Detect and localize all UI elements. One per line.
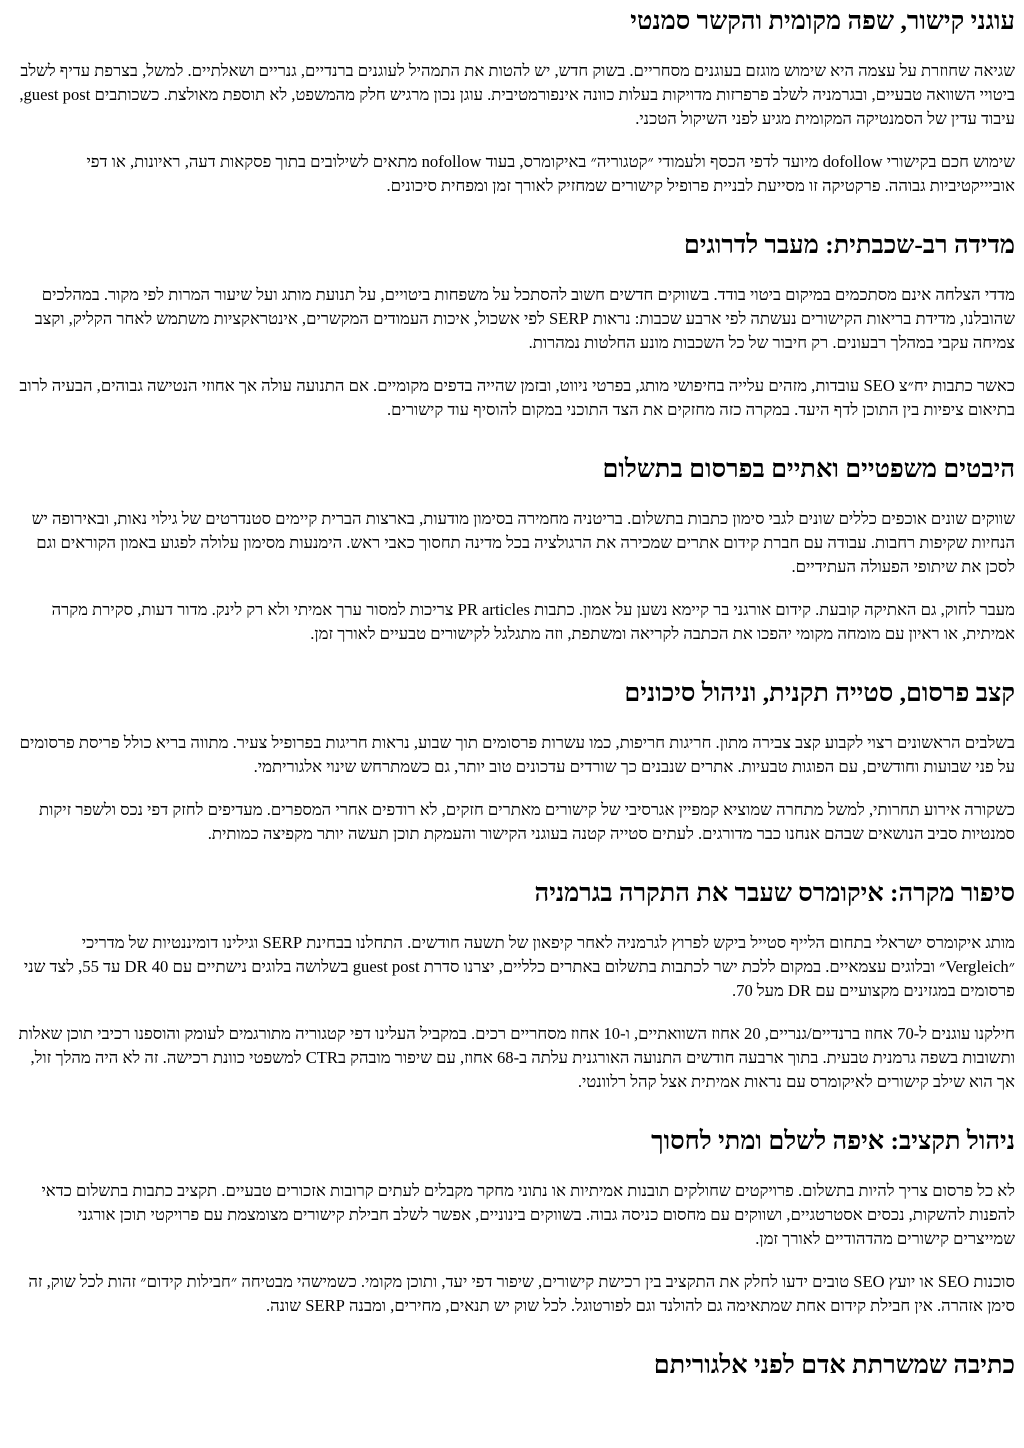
section-4-paragraph-2: כשקורה אירוע תחרותי, למשל מתחרה שמוציא קמפיין אגרסיבי של קישורים מאתרים חזקים, לא רודפים אחרי המספרים. מעדיפים לחזק דפי נכס ולשפר זיקות סמנטיות סביב הנושאים שבהם אנחנו כבר מדורגים. לעתים סטייה קטנה בעוגני הקישור והעמקת תוכן תעשה יותר מקפיצה כמותית.: [38, 800, 1015, 843]
section-6-heading: ניהול תקציב: איפה לשלם ומתי לחסוך: [651, 1126, 1015, 1155]
section-6-paragraph-2: סוכנות SEO או יועץ SEO טובים ידעו לחלק את התקציב בין רכישת קישורים, שיפור דפי יעד, ותוכן מקומי. כשמישהי מבטיחה ״חבילות קידום״ זהות לכל שוק, זה סימן אזהרה. אין חבילת קידום אחת שמתאימה גם להולנד וגם לפורטוגל. לכל שוק יש תנאים, מחירים, ומבנה SERP שונה.: [28, 1272, 1015, 1315]
section-3-paragraph-1: שווקים שונים אוכפים כללים שונים לגבי סימון כתבות בתשלום. בריטניה מחמירה בסימון מודעות, בארצות הברית קיימים סטנדרטים של גילוי נאות, ובאירופה יש הנחיות שקיפות רחבות. עבודה עם חברת קידום אתרים שמכירה את הרגולציה בכל מדינה תחסוך כאבי ראש. הימנעות מסימון עלולה לפגוע באמון הקוראים וגם לסכן את שיתופי הפעולה העתידיים.: [31, 509, 1015, 576]
section-6-paragraph-1: לא כל פרסום צריך להיות בתשלום. פרויקטים שחולקים תובנות אמיתיות או נתוני מחקר מקבלים לעתים קרובות אזכורים טבעיים. תקציב כתבות בתשלום כדאי להפנות להשקות, נכסים אסטרטגיים, ושווקים עם מחסום כניסה גבוה. בשווקים בינוניים, אפשר לשלב חבילת קישורים מצומצמת עם פרויקטי תוכן אורגני שמייצרים קישורים מהדהודיים לאורך זמן.: [41, 1181, 1015, 1248]
section-2-paragraph-1: מדדי הצלחה אינם מסתכמים במיקום ביטוי בודד. בשווקים חדשים חשוב להסתכל על משפחות ביטויים, על תנועת מותג ועל שיעור המרות לפי מקור. במהלכים שהובלנו, מדידת בריאות הקישורים נעשתה לפי ארבע שכבות: נראות SERP לפי אשכול, איכות העמודים המקשרים, אינטראקציות משתמש לאחר הקליק, וקצב צמיחה עקבי במהלך רבעונים. רק חיבור של כל השכבות מונע החלטות נמהרות.: [34, 285, 1015, 352]
section-1-paragraph-1: שגיאה שחוזרת על עצמה היא שימוש מוגזם בעוגנים מסחריים. בשוק חדש, יש להטות את התמהיל לעוגנים ברנדיים, גנריים ושאלתיים. למשל, בצרפת עדיף לשלב ביטויי השוואה טבעיים, ובגרמניה לשלב פרפרזות מדויקות בעלות כוונה אינפורמטיבית. עוגן נכון מרגיש חלק מהמשפט, לא תוספת מאולצת. כשכותבים guest post, עיבוד עדין של הסמנטיקה המקומית מגיע לפני השיקול הטכני.: [19, 61, 1015, 128]
article: [12, 0, 1015, 1381]
section-2-heading: מדידה רב-שכבתית: מעבר לדרוגים: [683, 230, 1015, 259]
section-5-paragraph-2: חילקנו עוגנים ל-70 אחוז ברנדיים/גנריים, 20 אחוז השוואתיים, ו-10 אחוז מסחריים רכים. במקביל העלינו דפי קטגוריה מתורגמים לעומק והוספנו רכיבי תוכן שאלות ותשובות בשפה גרמנית טבעית. בתוך ארבעה חודשים התנועה האורגנית עלתה ב-68 אחוז, עם שיפור מובהק בCTR למשפטי כוונת רכישה. זה לא היה מהלך זול, אך הוא שילב קישורים לאיקומרס עם נראות אמיתית אצל קהל רלוונטי.: [18, 1024, 1015, 1091]
section-1-heading: עוגני קישור, שפה מקומית והקשר סמנטי: [630, 6, 1015, 35]
section-3-paragraph-2: מעבר לחוק, גם האתיקה קובעת. קידום אורגני בר קיימא נשען על אמון. כתבות PR articles צריכות למסור ערך אמיתי ולא רק לינק. מדור דעות, סקירת מקרה אמיתית, או ראיון עם מומחה מקומי יהפכו את הכתבה לקריאה ומשתפת, וזה מתגלגל לקישורים טבעיים לאורך זמן.: [51, 600, 1015, 643]
section-4-paragraph-1: בשלבים הראשונים רצוי לקבוע קצב צבירה מתון. חריגות חריפות, כמו עשרות פרסומים תוך שבוע, נראות חריגות בפרופיל צעיר. מתווה בריא כולל פריסת פרסומים על פני שבועות וחודשים, עם הפוגות טבעיות. אתרים שנבנים כך שורדים עדכונים טוב יותר, גם כשמתרחש שינוי אלגוריתמי.: [19, 733, 1015, 776]
section-4-heading: קצב פרסום, סטייה תקנית, וניהול סיכונים: [624, 678, 1015, 707]
section-1-paragraph-2: שימוש חכם בקישורי dofollow מיועד לדפי הכסף ולעמודי ״קטגוריה״ באיקומרס, בעוד nofollow מתאים לשילובים בתוך פסקאות דעה, ראיונות, או דפי אוביייקטיביות גבוהה. פרקטיקה זו מסייעת לבניית פרופיל קישורים שמחזיק לאורך זמן ומפחית סיכונים.: [86, 152, 1015, 195]
section-7-heading: כתיבה שמשרתת אדם לפני אלגוריתם: [653, 1350, 1015, 1379]
section-3-heading: היבטים משפטיים ואתיים בפרסום בתשלום: [602, 454, 1015, 483]
section-2-paragraph-2: כאשר כתבות יח״צ SEO עובדות, מזהים עלייה בחיפושי מותג, בפרטי ניווט, ובזמן שהייה בדפים מקומיים. אם התנועה עולה אך אחוזי הנטישה גבוהים, הבעיה לרוב בתיאום ציפיות בין התוכן לדף היעד. במקרה כזה מחזקים את הצד התוכני במקום להוסיף עוד קישורים.: [19, 376, 1015, 419]
section-5-paragraph-1: מותג איקומרס ישראלי בתחום הלייף סטייל ביקש לפרוץ לגרמניה לאחר קיפאון של תשעה חודשים. התחלנו בבחינת SERP וגילינו דומיננטיות של מדריכי ״Vergleich״ ובלוגים עצמאיים. במקום ללכת ישר לכתבות בתשלום באתרים כלליים, יצרנו סדרת guest post בשלושה בלוגים נישתיים עם DR 40 עד 55, לצד שני פרסומים במגזינים מקצועיים עם DR מעל 70.: [23, 933, 1015, 1000]
section-5-heading: סיפור מקרה: איקומרס שעבר את התקרה בגרמניה: [534, 878, 1015, 907]
